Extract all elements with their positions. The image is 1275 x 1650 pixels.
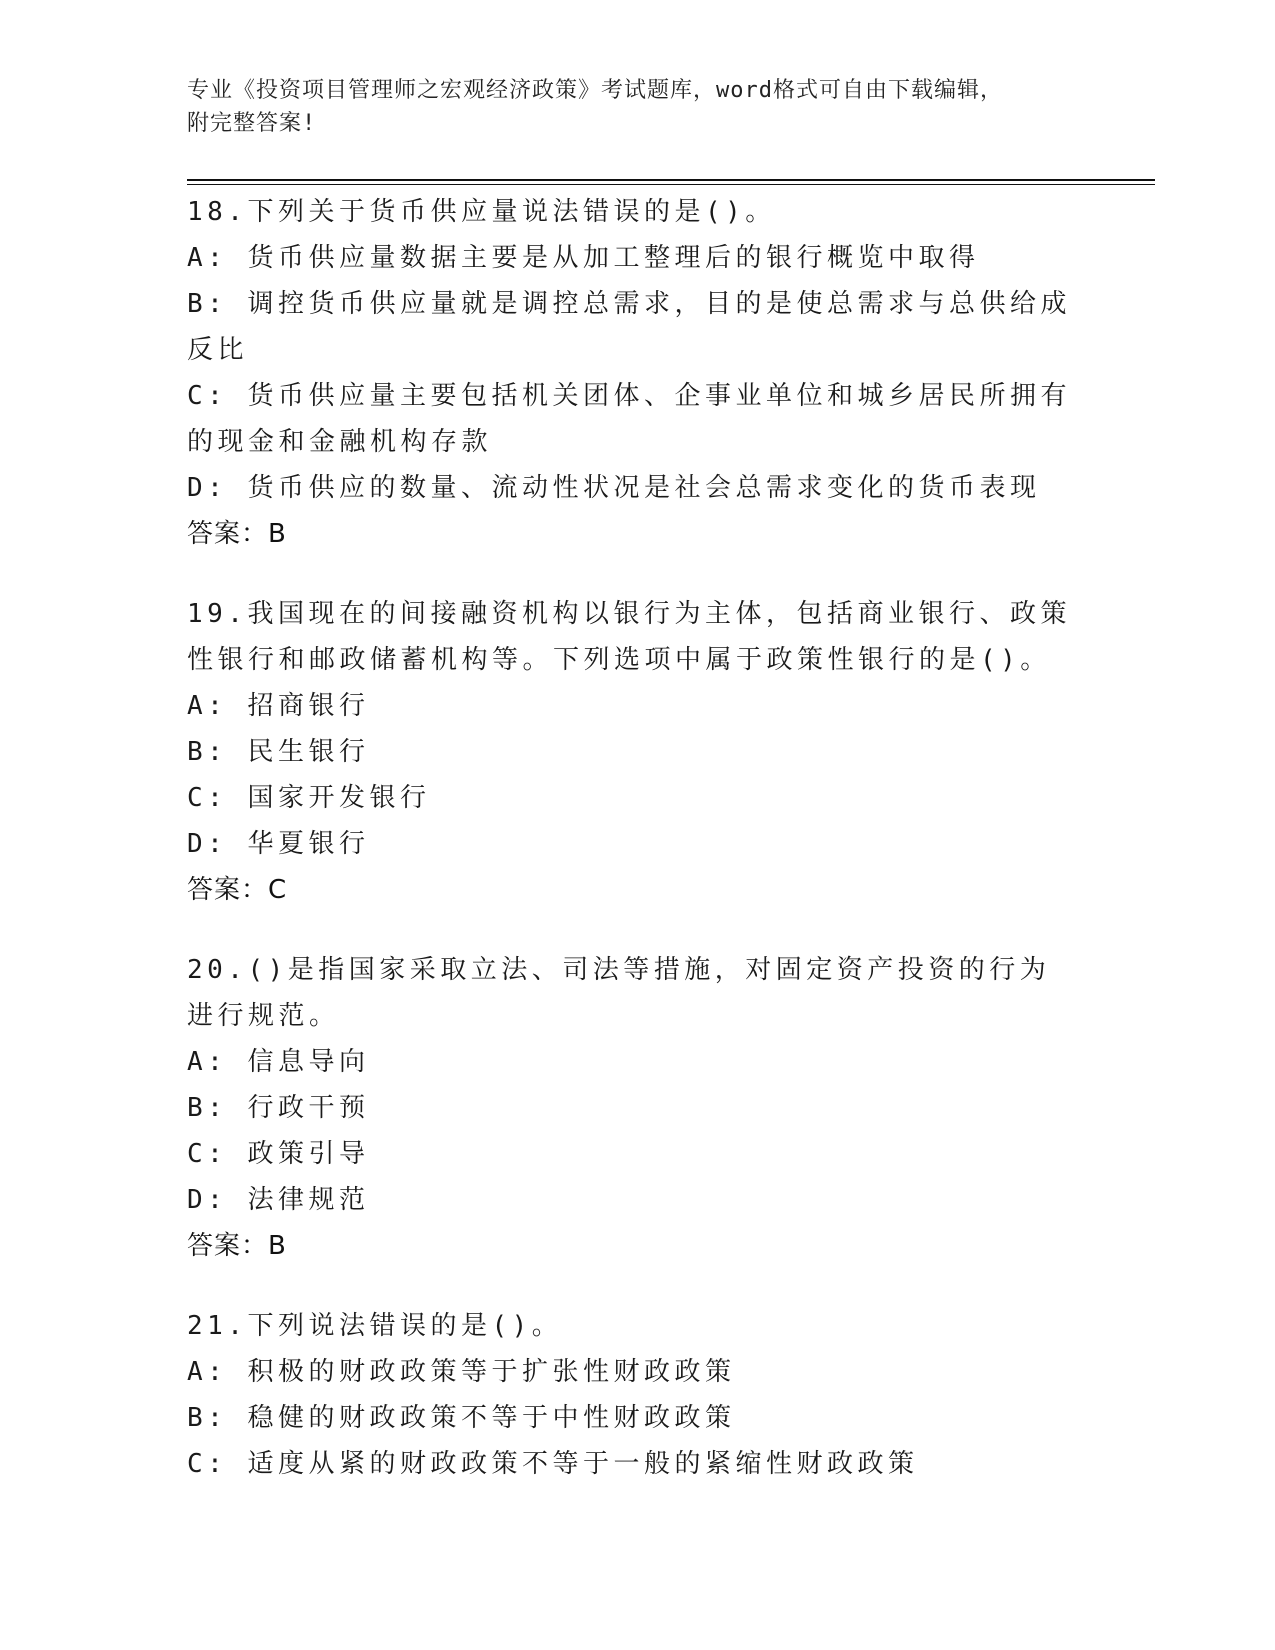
option-a: A: 货币供应量数据主要是从加工整理后的银行概览中取得 bbox=[187, 243, 980, 273]
option-c: C: 国家开发银行 bbox=[187, 783, 431, 813]
option-c: C: 货币供应量主要包括机关团体、企事业单位和城乡居民所拥有的现金和金融机构存款 bbox=[187, 381, 1071, 457]
option-c: C: 政策引导 bbox=[187, 1139, 370, 1169]
document-header bbox=[187, 74, 1067, 140]
option-c: C: 适度从紧的财政政策不等于一般的紧缩性财政政策 bbox=[187, 1449, 919, 1479]
question-stem: 20.()是指国家采取立法、司法等措施，对固定资产投资的行为进行规范。 bbox=[187, 955, 1051, 1031]
header-line-1: 专业《投资项目管理师之宏观经济政策》考试题库，word格式可自由下载编辑， bbox=[187, 78, 1003, 103]
question-19 bbox=[187, 591, 1077, 913]
option-b: B: 调控货币供应量就是调控总需求，目的是使总需求与总供给成反比 bbox=[187, 289, 1071, 365]
answer: 答案：B bbox=[187, 519, 287, 549]
question-stem: 19.我国现在的间接融资机构以银行为主体，包括商业银行、政策性银行和邮政储蓄机构等。下列选项中属于政策性银行的是()。 bbox=[187, 599, 1071, 675]
header-divider-thin bbox=[187, 184, 1155, 185]
answer: 答案：B bbox=[187, 1231, 287, 1261]
option-d: D: 华夏银行 bbox=[187, 829, 370, 859]
question-stem: 21.下列说法错误的是()。 bbox=[187, 1311, 563, 1341]
option-b: B: 民生银行 bbox=[187, 737, 370, 767]
option-b: B: 稳健的财政政策不等于中性财政政策 bbox=[187, 1403, 736, 1433]
option-a: A: 积极的财政政策等于扩张性财政政策 bbox=[187, 1357, 736, 1387]
question-21 bbox=[187, 1303, 1077, 1487]
option-d: D: 法律规范 bbox=[187, 1185, 370, 1215]
header-divider-thick bbox=[187, 179, 1155, 181]
question-20 bbox=[187, 947, 1077, 1269]
question-list bbox=[187, 189, 1077, 1521]
option-d: D: 货币供应的数量、流动性状况是社会总需求变化的货币表现 bbox=[187, 473, 1041, 503]
option-a: A: 信息导向 bbox=[187, 1047, 370, 1077]
question-18 bbox=[187, 189, 1077, 557]
answer: 答案：C bbox=[187, 875, 288, 905]
option-b: B: 行政干预 bbox=[187, 1093, 370, 1123]
option-a: A: 招商银行 bbox=[187, 691, 370, 721]
header-line-2: 附完整答案! bbox=[187, 111, 317, 136]
question-stem: 18.下列关于货币供应量说法错误的是()。 bbox=[187, 197, 776, 227]
